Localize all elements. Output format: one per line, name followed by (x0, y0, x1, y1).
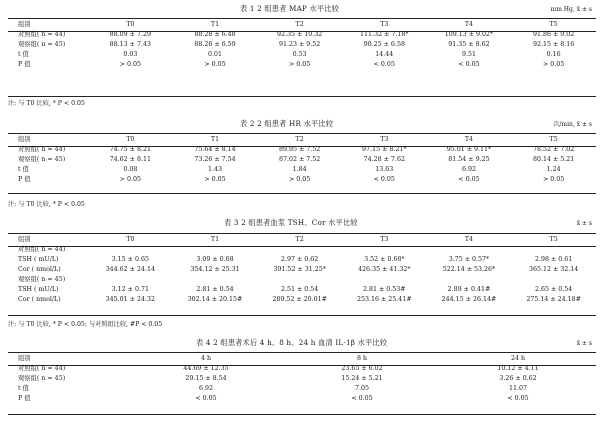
table1-note: 注: 与 T0 比较, * P < 0.05 (8, 100, 85, 107)
table-cell: > 0.05 (542, 175, 565, 183)
table-cell: 10.12 ± 4.11 (497, 364, 539, 372)
table-cell: > 0.05 (119, 60, 141, 68)
table-cell: 253.16 ± 25.41# (356, 295, 412, 303)
column-header: T1 (210, 235, 220, 243)
column-header: 组别 (18, 135, 31, 143)
header-row (8, 135, 596, 145)
column-header: T2 (295, 20, 304, 28)
table1-header-rule (8, 31, 596, 32)
table-cell: 1.43 (207, 165, 222, 173)
table-cell: < 0.05 (507, 394, 529, 402)
table-cell: 522.14 ± 53.26* (442, 265, 496, 273)
table-cell: 2.51 ± 0.54 (280, 285, 319, 293)
table-cell: 3.12 ± 0.71 (111, 285, 149, 293)
table-cell: 2.89 ± 0.41# (447, 285, 491, 293)
table3-header-rule (8, 246, 596, 247)
column-header: 组别 (18, 235, 31, 243)
table1-bottom-rule (8, 96, 596, 97)
table-cell: < 0.05 (373, 60, 395, 68)
table3-note: 注: 与 T0 比较, * P < 0.05; 与对照组比较, #P < 0.05 (8, 321, 163, 328)
table-cell: > 0.05 (288, 175, 311, 183)
table-cell: < 0.05 (351, 394, 373, 402)
table-cell: 2.81 ± 0.54 (196, 285, 234, 293)
table-cell: 1.84 (292, 165, 307, 173)
row-label: 观察组( n = 45) (18, 374, 66, 382)
column-header: T2 (295, 235, 304, 243)
table2-caption: 表 2 2 组患者 HR 水平比较 (240, 119, 334, 128)
table-cell: 1.24 (546, 165, 561, 173)
table-cell: 2.98 ± 0.61 (534, 255, 573, 263)
table-cell: > 0.05 (542, 60, 565, 68)
table-cell: 0.08 (123, 165, 138, 173)
table-row (8, 165, 596, 175)
row-label: 对照组( n = 44) (18, 245, 66, 253)
table2-unit: 次/min, x̄ ± s (553, 121, 592, 128)
row-label: P 值 (18, 394, 31, 402)
table-cell: 88.13 ± 7.43 (109, 40, 151, 48)
table-cell: 75.64 ± 8.14 (194, 145, 236, 153)
table4-top-rule (8, 352, 596, 353)
row-label: TSH ( mU/L) (18, 255, 59, 263)
table-cell: 0.03 (123, 50, 138, 58)
table-row (8, 295, 596, 305)
table-cell: 345.01 ± 24.32 (105, 295, 155, 303)
table-row (8, 255, 596, 265)
table-cell: 15.24 ± 5.21 (341, 374, 383, 382)
table3-bottom-rule (8, 315, 596, 316)
table-cell: 74.75 ± 8.21 (109, 145, 151, 153)
table-cell: > 0.05 (204, 60, 226, 68)
column-header: T3 (380, 20, 389, 28)
table-cell: > 0.05 (288, 60, 311, 68)
table-cell: 80.14 ± 5.21 (532, 155, 575, 163)
table-cell: 6.92 (461, 165, 476, 173)
column-header: T0 (126, 235, 135, 243)
row-label: 观察组( n = 45) (18, 40, 66, 48)
table-cell (511, 275, 596, 285)
table-cell: 2.97 ± 0.62 (280, 255, 319, 263)
table-cell: 29.15 ± 8.54 (185, 374, 227, 382)
column-header: T4 (464, 135, 474, 143)
table-cell: 73.26 ± 7.54 (194, 155, 236, 163)
column-header: 8 h (356, 354, 368, 362)
row-label: t 值 (18, 165, 29, 173)
header-row (8, 235, 596, 245)
table-cell: 97.15 ± 8.21* (362, 145, 407, 153)
column-header: T4 (464, 20, 474, 28)
table1-top-rule (8, 18, 596, 19)
table-cell: 91.86 ± 9.02 (532, 30, 575, 38)
table-row (8, 394, 596, 404)
table-cell: 87.02 ± 7.52 (278, 155, 321, 163)
table-cell: 302.14 ± 20.15# (187, 295, 243, 303)
column-header: T5 (549, 235, 558, 243)
table-cell: 74.62 ± 8.11 (109, 155, 151, 163)
row-label: 对照组( n = 44) (18, 145, 66, 153)
table3-unit: x̄ ± s (576, 220, 592, 227)
table-cell: 88.28 ± 6.48 (194, 30, 236, 38)
table-cell: < 0.05 (458, 60, 480, 68)
row-label: P 值 (18, 175, 31, 183)
column-header: T1 (210, 135, 220, 143)
table-cell: 344.62 ± 24.14 (105, 265, 155, 273)
table2 (8, 135, 596, 185)
column-header: T4 (464, 235, 474, 243)
table-cell: 95.01 ± 9.11* (446, 145, 492, 153)
table-row (8, 50, 596, 60)
table2-note: 注: 与 T0 比较, * P < 0.05 (8, 201, 85, 208)
table-cell: < 0.05 (195, 394, 217, 402)
table4-header-rule (8, 365, 596, 366)
table-cell (257, 275, 342, 285)
table-cell: 111.32 ± 7.18* (360, 30, 409, 38)
row-label: 对照组( n = 44) (18, 364, 66, 372)
table-cell: 88.09 ± 7.29 (109, 30, 151, 38)
table-cell: 3.26 ± 0.62 (499, 374, 537, 382)
table-cell: 109.13 ± 9.02* (444, 30, 494, 38)
header-row (8, 354, 596, 364)
row-label: t 值 (18, 50, 29, 58)
table-cell: 354.12 ± 25.31 (190, 265, 240, 273)
row-label: 观察组( n = 45) (18, 275, 66, 283)
table-cell: > 0.05 (119, 175, 141, 183)
table-cell: 44.69 ± 12.35 (183, 364, 229, 372)
table-cell: 391.52 ± 31.25* (273, 265, 326, 273)
table-cell: 289.52 ± 20.01# (272, 295, 327, 303)
table-row (8, 275, 596, 285)
table-cell: 6.92 (198, 384, 214, 392)
table-cell: 92.15 ± 8.16 (532, 40, 575, 48)
table-cell: 3.15 ± 0.65 (111, 255, 149, 263)
row-label: 观察组( n = 45) (18, 155, 66, 163)
column-header: T0 (126, 20, 135, 28)
table-row (8, 60, 596, 70)
column-header: T2 (295, 135, 304, 143)
table-row (8, 384, 596, 394)
table-cell: 9.51 (461, 50, 476, 58)
table-cell: 244.15 ± 26.14# (441, 295, 497, 303)
table-cell: 90.25 ± 6.58 (363, 40, 405, 48)
table-cell: 88.26 ± 6.59 (194, 40, 236, 48)
column-header: T1 (210, 20, 220, 28)
table-cell: 2.65 ± 0.54 (534, 285, 573, 293)
table-cell (173, 275, 258, 285)
table1-caption: 表 1 2 组患者 MAP 水平比较 (240, 4, 340, 13)
table-row (8, 374, 596, 384)
header-row (8, 20, 596, 30)
table-cell: 365.12 ± 32.14 (528, 265, 579, 273)
table4-unit: x̄ ± s (576, 340, 592, 347)
table-cell: 13.63 (375, 165, 394, 173)
table-cell: 91.35 ± 8.62 (448, 40, 490, 48)
table-cell: 2.81 ± 0.53# (362, 285, 406, 293)
table-cell: 14.44 (375, 50, 394, 58)
column-header: T0 (126, 135, 135, 143)
table-cell: > 0.05 (204, 175, 226, 183)
table-cell: 0.01 (207, 50, 222, 58)
table1-unit: mm Hg, x̄ ± s (550, 6, 592, 13)
row-label: Cor ( nmol/L) (18, 295, 61, 303)
table-cell: 74.28 ± 7.62 (363, 155, 405, 163)
table1 (8, 20, 596, 70)
column-header: T5 (549, 135, 558, 143)
table2-top-rule (8, 133, 596, 134)
table-cell: 92.35 ± 10.32 (276, 30, 323, 38)
table-cell: 78.52 ± 7.02 (532, 145, 575, 153)
table-cell: 0.16 (546, 50, 561, 58)
column-header: 24 h (510, 354, 526, 362)
column-header: 4 h (200, 354, 212, 362)
table-cell (427, 275, 512, 285)
table-cell: 0.53 (292, 50, 307, 58)
table-cell: 7.05 (354, 384, 370, 392)
table4 (8, 354, 596, 404)
column-header: T3 (380, 235, 389, 243)
table-cell (342, 275, 427, 285)
row-label: Cor ( nmol/L) (18, 265, 61, 273)
table3-top-rule (8, 233, 596, 234)
table-row (8, 155, 596, 165)
table-cell: 275.14 ± 24.18# (526, 295, 581, 303)
row-label: 对照组( n = 44) (18, 30, 66, 38)
table-cell: 81.54 ± 9.25 (448, 155, 490, 163)
column-header: 组别 (18, 354, 31, 362)
table2-bottom-rule (8, 193, 596, 194)
column-header: T5 (549, 20, 558, 28)
column-header: T3 (380, 135, 389, 143)
table4-caption: 表 4 2 组患者术后 4 h、8 h、24 h 血清 IL-1β 水平比较 (196, 338, 388, 347)
table-row (8, 265, 596, 275)
table2-header-rule (8, 146, 596, 147)
row-label: t 值 (18, 384, 29, 392)
table-cell: < 0.05 (373, 175, 395, 183)
table-cell: 426.35 ± 41.32* (358, 265, 411, 273)
table-cell (88, 275, 173, 285)
table-cell: 3.52 ± 0.68* (364, 255, 405, 263)
table-row (8, 40, 596, 50)
table3-caption: 表 3 2 组患者血浆 TSH、Cor 水平比较 (224, 218, 358, 227)
table-row (8, 285, 596, 295)
column-header: 组别 (18, 20, 31, 28)
table-cell: 11.07 (508, 384, 528, 392)
table-cell: 3.09 ± 0.68 (196, 255, 234, 263)
row-label: P 值 (18, 60, 31, 68)
table-cell: 91.23 ± 9.52 (278, 40, 321, 48)
table-cell: 89.95 ± 7.52 (278, 145, 321, 153)
table-row (8, 175, 596, 185)
row-label: TSH ( mU/L) (18, 285, 59, 293)
table-cell: < 0.05 (458, 175, 480, 183)
table4-bottom-rule (8, 414, 596, 415)
table-cell: 23.65 ± 6.02 (341, 364, 383, 372)
table-cell: 3.75 ± 0.57* (448, 255, 490, 263)
